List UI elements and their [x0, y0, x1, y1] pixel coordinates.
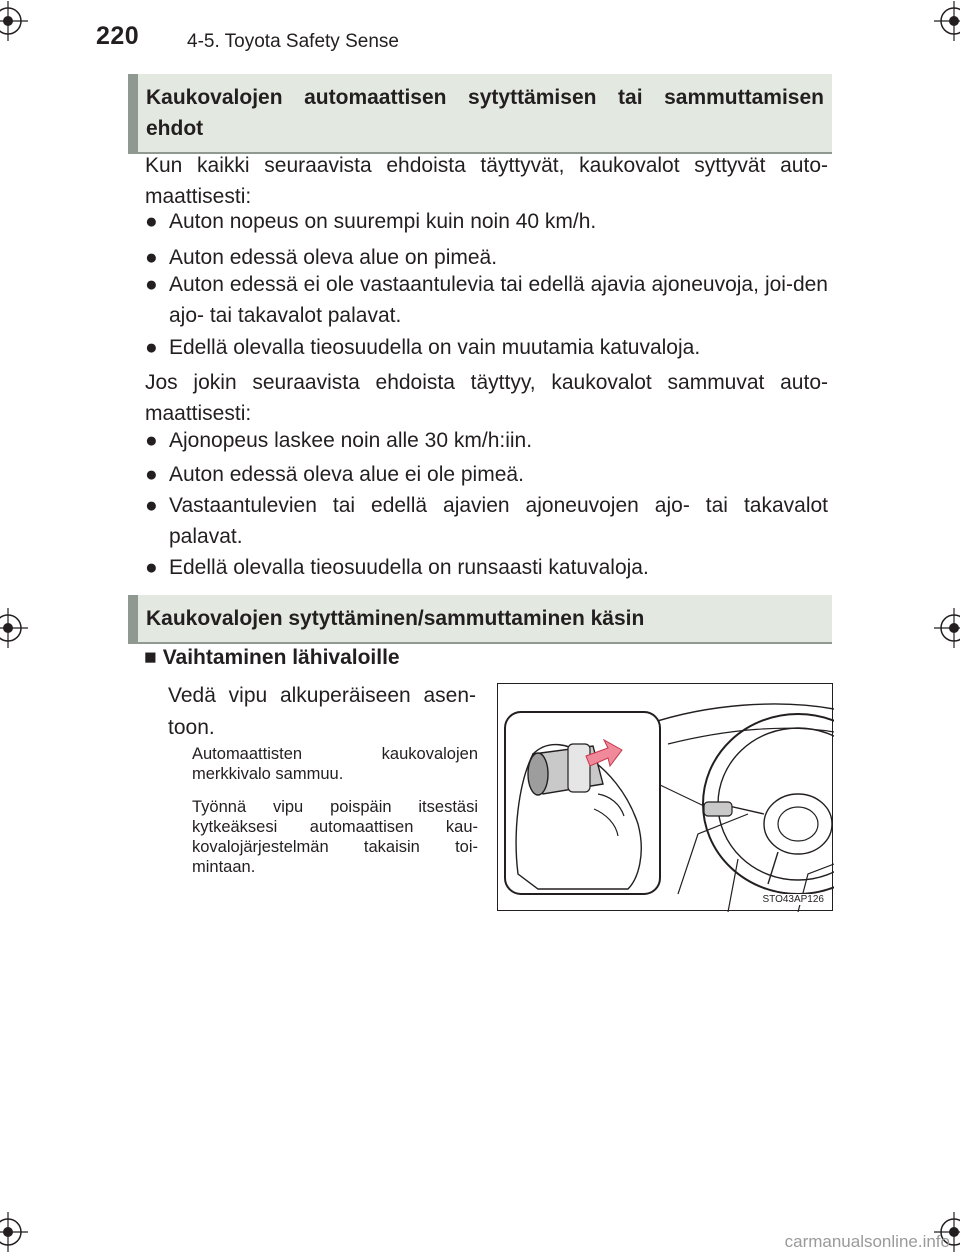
condition-text: Edellä olevalla tieosuudella on runsaasti katuvaloja.	[169, 556, 649, 579]
figure-id-label: STO43AP126	[762, 894, 824, 905]
condition-text: Auton edessä oleva alue ei ole pimeä.	[169, 463, 524, 486]
registration-mark-icon	[0, 1, 28, 41]
watermark-text: carmanualsonline.info	[784, 1232, 950, 1251]
condition-text: Edellä olevalla tieosuudella on vain muutamia katuvaloja.	[169, 336, 701, 359]
bullet-icon: ●	[145, 463, 158, 486]
condition-text: Auton edessä oleva alue on pimeä.	[169, 246, 498, 269]
condition-text: Ajonopeus laskee noin alle 30 km/h:iin.	[169, 429, 533, 452]
intro-on-paragraph: Kun kaikki seuraavista ehdoista täyttyvät, kaukovalot syttyvät auto-maattisesti:	[145, 154, 828, 208]
headlight-lever-figure	[497, 683, 833, 911]
list-item	[145, 206, 828, 237]
note-text: Automaattisten kaukovalojen merkkivalo sammuu.	[192, 745, 478, 783]
headlight-lever-illustration-icon	[498, 684, 834, 912]
bullet-icon: ●	[145, 556, 158, 579]
bullet-icon: ●	[145, 210, 158, 233]
list-item	[145, 490, 828, 552]
list-item	[145, 332, 828, 363]
condition-text: Vastaantulevien tai edellä ajavien ajoneuvojen ajo- tai takavalot palavat.	[169, 494, 828, 548]
section-heading-manual: Kaukovalojen sytyttäminen/sammuttaminen käsin	[128, 595, 832, 644]
bullet-icon: ●	[145, 273, 158, 296]
condition-text: Auton nopeus on suurempi kuin noin 40 km/h.	[169, 210, 597, 233]
bullet-icon: ●	[145, 429, 158, 452]
section-heading-auto-conditions: Kaukovalojen automaattisen sytyttämisen tai sammuttamisen ehdot	[128, 74, 832, 154]
list-item	[145, 459, 828, 490]
list-item	[145, 552, 828, 583]
bullet-icon: ●	[145, 494, 158, 517]
square-bullet-icon: ■	[144, 646, 157, 669]
condition-text: Auton edessä ei ole vastaantulevia tai edellä ajavia ajoneuvoja, joi-den ajo- tai takavalot palavat.	[169, 273, 828, 327]
intro-off-paragraph: Jos jokin seuraavista ehdoista täyttyy, kaukovalot sammuvat auto-maattisesti:	[145, 371, 828, 425]
page-number: 220	[96, 22, 140, 50]
bullet-icon: ●	[145, 336, 158, 359]
list-item	[145, 425, 828, 456]
registration-mark-icon	[0, 1212, 28, 1252]
running-head: 4-5. Toyota Safety Sense	[187, 31, 399, 52]
sub-heading-text: Vaihtaminen lähivaloille	[162, 646, 400, 669]
registration-mark-icon	[0, 608, 28, 648]
instruction-paragraph: Vedä vipu alkuperäiseen asen-toon.	[168, 684, 476, 739]
registration-mark-icon	[934, 1, 960, 41]
list-item	[145, 269, 828, 331]
note-text: Työnnä vipu poispäin itsestäsi kytkeäksesi automaattisen kau-kovalojärjestelmän takaisin toi-mintaan.	[192, 798, 478, 876]
bullet-icon: ●	[145, 246, 158, 269]
sub-heading	[144, 642, 400, 673]
registration-mark-icon	[934, 608, 960, 648]
